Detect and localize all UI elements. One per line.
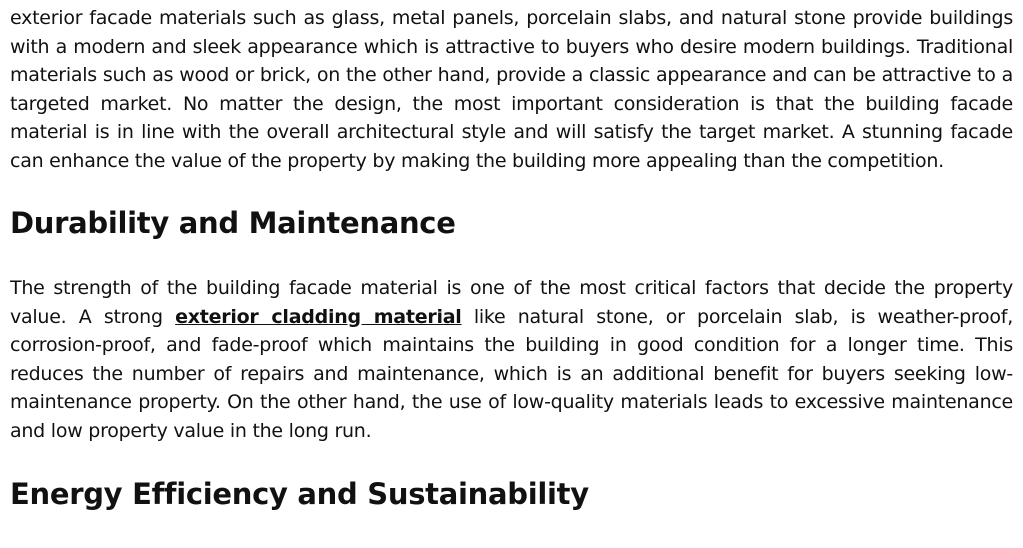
exterior-cladding-link[interactable]: exterior cladding material <box>175 305 462 328</box>
energy-heading: Energy Efficiency and Sustainability <box>10 477 589 511</box>
article-body <box>10 0 1013 512</box>
durability-text-before-link: The strength of the building facade material is one of the most critical factors that decide the property value. A strong <box>10 277 1013 328</box>
durability-text-after-link: like natural stone, or porcelain slab, is weather-proof, corrosion-proof, and fade-proof which maintains the building in good condition for a longer time. This reduces the number of repairs and maintenance, which is an additional benefit for buyers seeking low-maintenance property. On the other hand, the use of low-quality materials leads to excessive maintenance and low property value in the long run. <box>10 305 1013 442</box>
durability-heading: Durability and Maintenance <box>10 206 456 240</box>
durability-paragraph <box>10 274 1013 445</box>
intro-paragraph: exterior facade materials such as glass, metal panels, porcelain slabs, and natural stone provide buildings with a modern and sleek appearance which is attractive to buyers who desire modern buildings. Traditional materials such as wood or brick, on the other hand, provide a classic appearance and can be attractive to a targeted market. No matter the design, the most important consideration is that the building facade material is in line with the overall architectural style and will satisfy the target market. A stunning facade can enhance the value of the property by making the building more appealing than the competition. <box>10 7 1013 172</box>
